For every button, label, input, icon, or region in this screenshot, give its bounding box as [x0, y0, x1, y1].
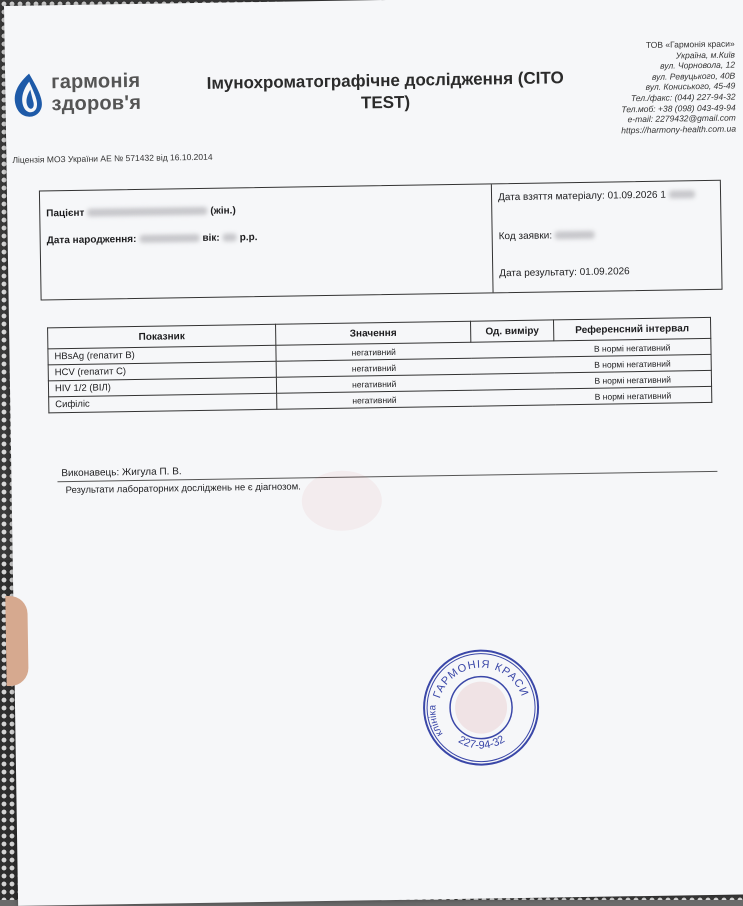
title-line1: Імунохроматографічне дослідження (CITO [206, 68, 564, 93]
age-label: вік: [202, 232, 220, 244]
row-unit [471, 373, 554, 390]
title-line2: TEST) [360, 92, 411, 113]
company-line: вул. Ревуцького, 40В [651, 70, 736, 82]
header-indicator: Показник [48, 324, 276, 349]
header-value: Значення [276, 321, 471, 345]
company-line: вул. Кониського, 45-49 [645, 80, 736, 93]
collection-value: 01.09.2026 1 [607, 189, 666, 202]
age-suffix: р.р. [239, 232, 258, 244]
row-value: негативний [276, 342, 471, 361]
header-unit: Од. виміру [471, 320, 554, 342]
order-code-row [499, 230, 599, 243]
patient-box-divider [491, 184, 494, 292]
result-value: 01.09.2026 [579, 266, 630, 278]
company-info [535, 39, 736, 137]
result-date-row [499, 266, 630, 279]
row-indicator: HBsAg (гепатит B) [48, 345, 276, 365]
redacted-age [223, 234, 237, 242]
logo-text-line2: здоров'я [51, 91, 142, 116]
result-label: Дата результату: [499, 267, 577, 280]
logo-icon [9, 71, 48, 120]
stamp-top-text: ГАРМОНІЯ КРАСИ [431, 658, 531, 700]
clinic-stamp [419, 646, 543, 770]
patient-name-row [46, 205, 236, 219]
disclaimer-text: Результати лабораторних досліджень не є діагнозом. [65, 481, 301, 497]
performer-text: Виконавець: Жигула П. В. [61, 466, 182, 480]
company-line: https://harmony-health.com.ua [621, 123, 737, 136]
row-value: негативний [276, 358, 471, 377]
row-unit [471, 357, 554, 374]
redacted-time [669, 191, 695, 199]
row-reference: В нормі негативний [554, 338, 711, 356]
stamp-bottom-text: 227-94-32 [456, 733, 507, 752]
collection-label: Дата взяття матеріалу: [497, 190, 605, 204]
company-line: вул. Чорновола, 12 [660, 59, 736, 71]
dob-label: Дата народження: [46, 233, 137, 247]
redacted-dob [139, 234, 199, 243]
redacted-name [87, 207, 207, 217]
row-unit [472, 389, 555, 406]
patient-sex: (жін.) [210, 205, 236, 217]
license-text: Ліцензія МОЗ України АЕ № 571432 від 16.10.2014 [12, 151, 213, 165]
row-reference: В нормі негативний [554, 370, 711, 388]
row-value: негативний [277, 390, 472, 409]
row-indicator: HCV (гепатит C) [48, 361, 276, 381]
patient-label: Пацієнт [46, 207, 85, 220]
stamp-left-text: клініка [427, 704, 446, 739]
order-label: Код заявки: [498, 230, 553, 243]
results-table [47, 317, 712, 413]
patient-info-box [39, 180, 723, 301]
header-reference: Референсний інтервал [553, 317, 710, 340]
document-title [205, 67, 566, 117]
company-line: ТОВ «Гармонія краси» [645, 38, 735, 50]
faint-stamp-mark [301, 470, 382, 531]
collection-date-row [498, 189, 698, 203]
redacted-order-code [555, 231, 595, 240]
row-indicator: HIV 1/2 (ВІЛ) [48, 377, 276, 397]
patient-dob-row [47, 232, 258, 246]
company-line: Україна, м.Київ [675, 49, 735, 61]
svg-text:227-94-32 [456, 733, 507, 752]
logo-text-line1: гармонія [51, 69, 141, 94]
row-reference: В нормі негативний [554, 354, 711, 372]
row-reference: В нормі негативний [555, 386, 712, 404]
row-value: негативний [276, 374, 471, 393]
row-unit [471, 341, 554, 358]
row-indicator: Сифіліс [49, 393, 277, 413]
company-line: Тел.моб: +38 (098) 043-49-94 [621, 102, 736, 114]
company-line: Тел./факс: (044) 227-94-32 [630, 91, 736, 104]
clinic-logo [9, 64, 160, 126]
hand-thumb [5, 596, 28, 686]
lab-report-sheet [4, 0, 743, 906]
company-line: e-mail: 2279432@gmail.com [627, 112, 736, 125]
